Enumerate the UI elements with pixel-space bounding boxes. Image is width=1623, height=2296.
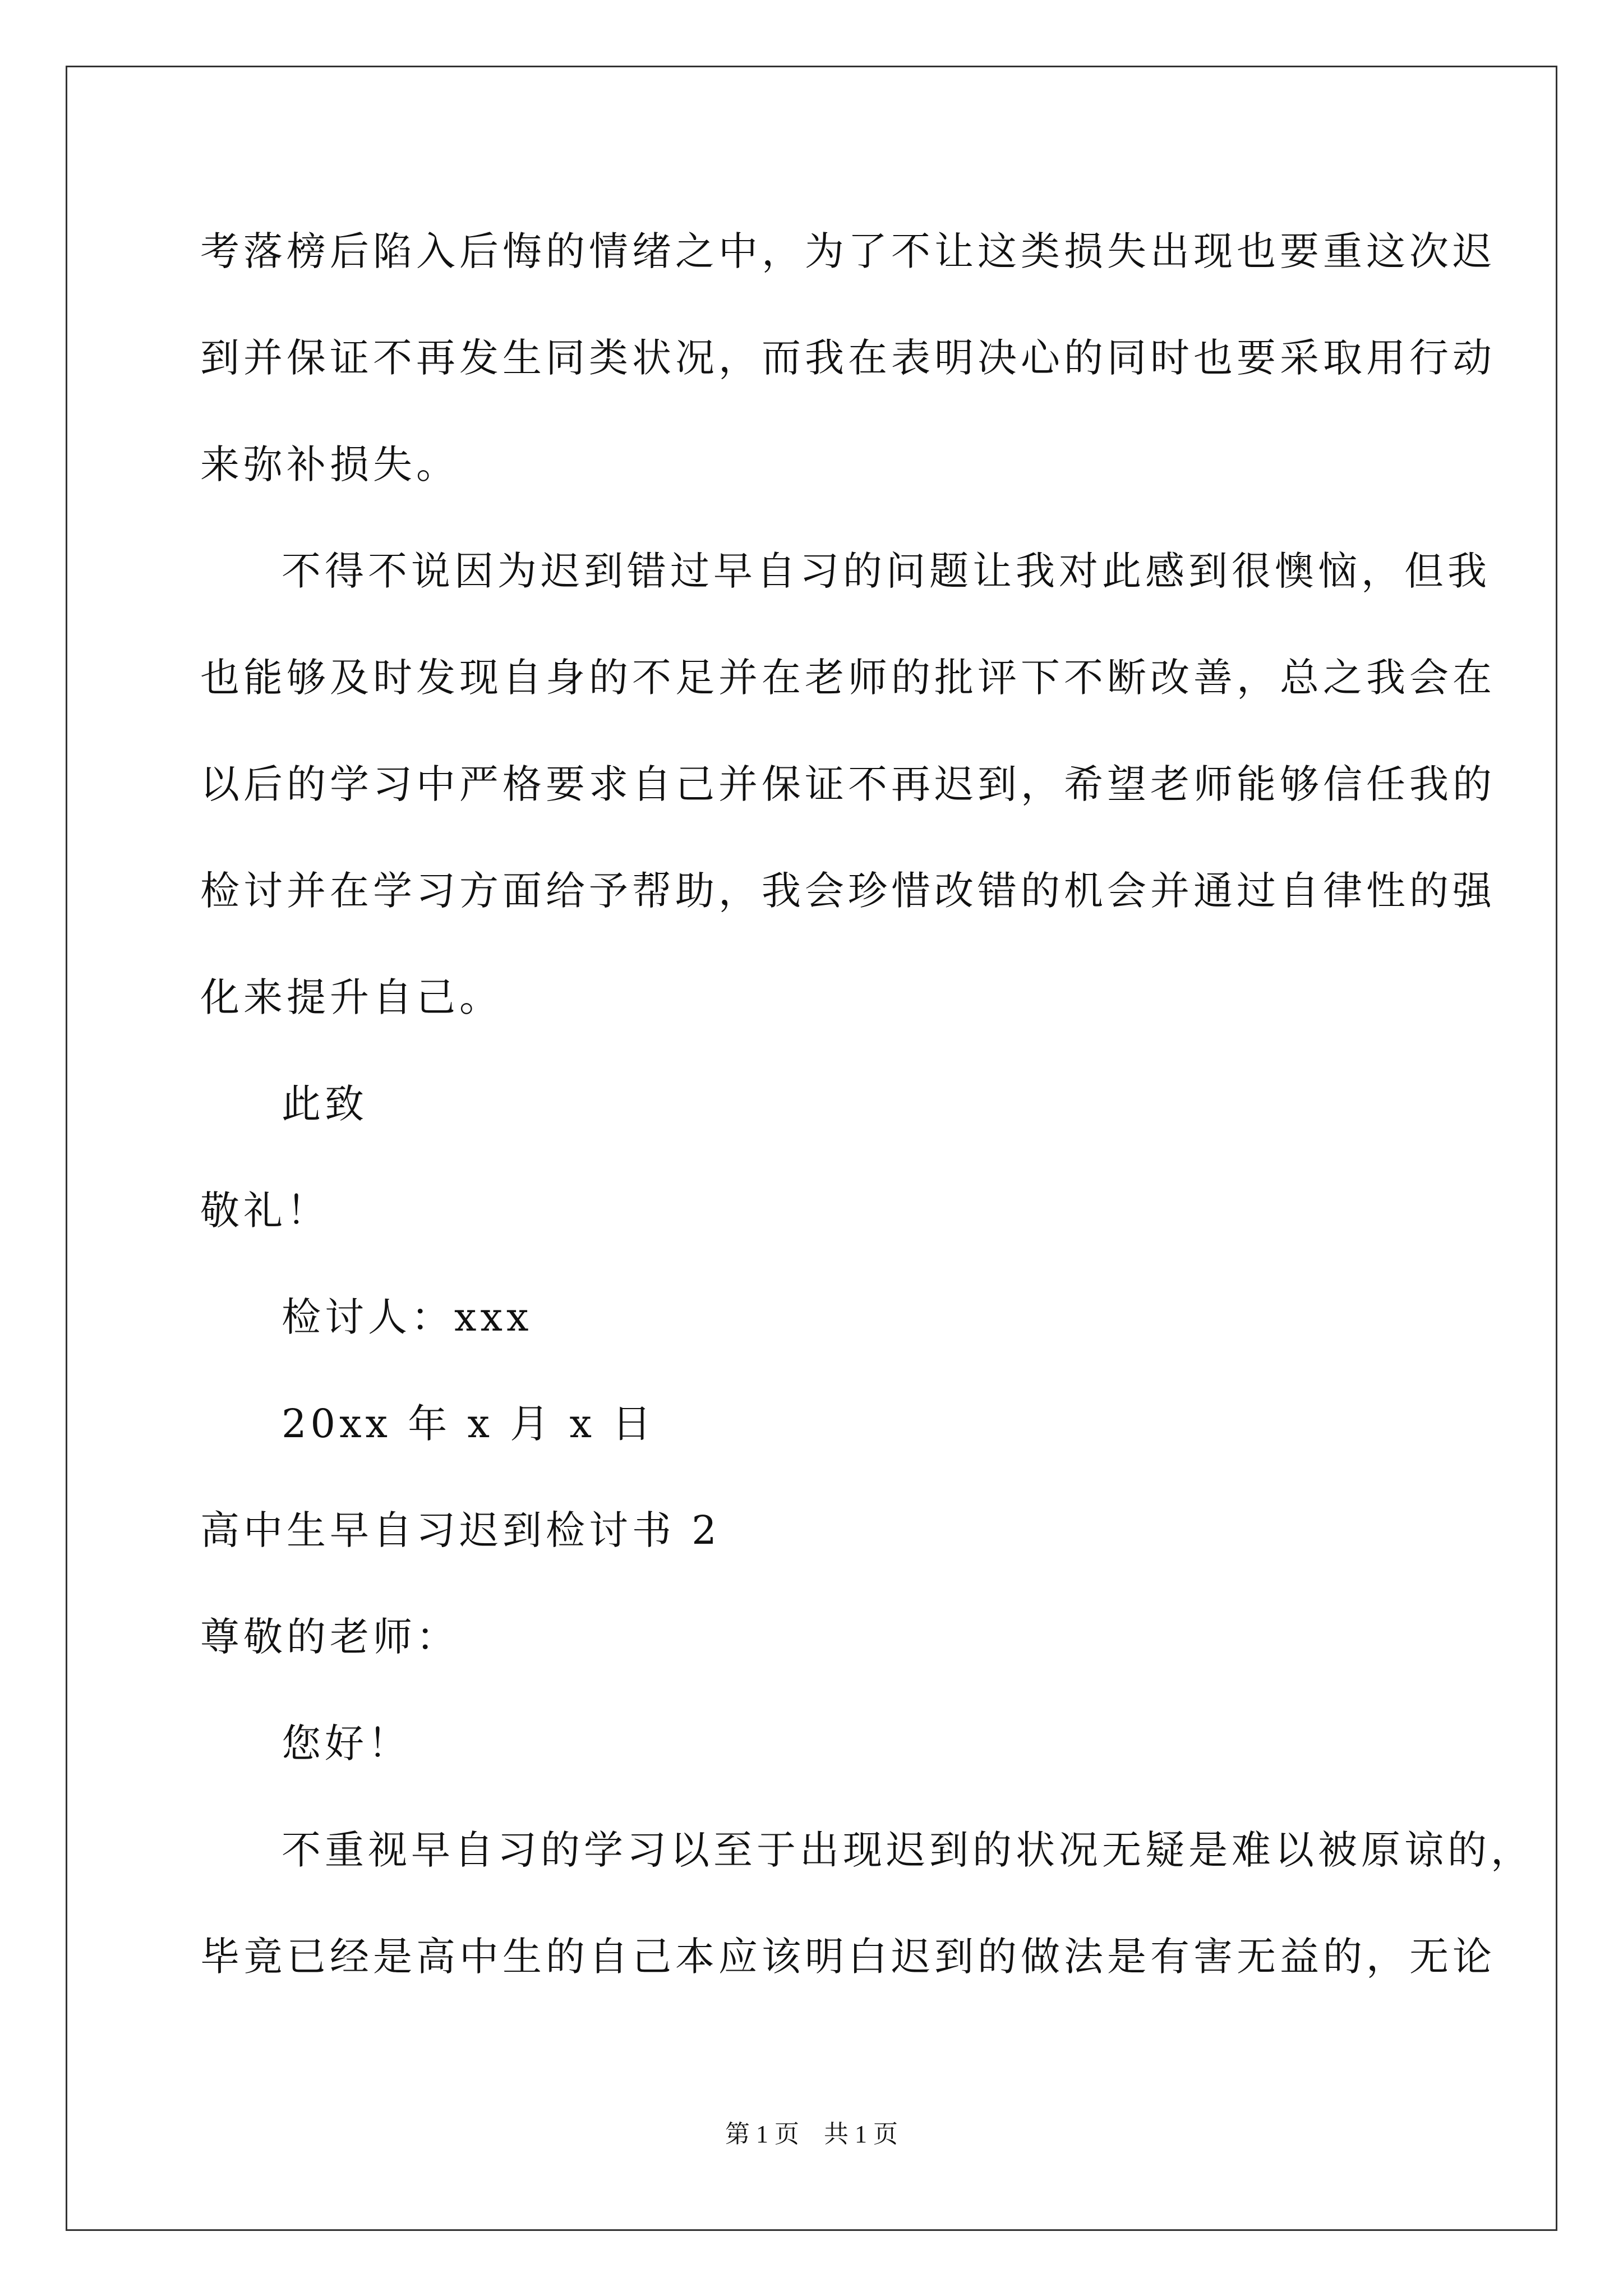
page-footer: 第 1 页 共 1 页 (725, 2120, 898, 2148)
date-line: 20xx 年 x 月 x 日 (282, 1401, 656, 1447)
paragraph-line: 毕竟已经是高中生的自己本应该明白迟到的做法是有害无益的，无论 (200, 1934, 1496, 1980)
page-border (66, 66, 1557, 2231)
paragraph-line: 也能够及时发现自身的不足并在老师的批评下不断改善，总之我会在 (200, 655, 1496, 701)
closing-regards: 敬礼！ (200, 1188, 330, 1234)
paragraph-line: 化来提升自己。 (200, 974, 502, 1020)
paragraph-line: 检讨并在学习方面给予帮助，我会珍惜改错的机会并通过自律性的强 (200, 868, 1496, 914)
paragraph-line: 来弥补损失。 (200, 441, 459, 487)
greeting-line: 尊敬的老师： (200, 1614, 459, 1660)
signature-line: 检讨人：xxx (282, 1294, 533, 1340)
closing-salutation: 此致 (282, 1081, 368, 1127)
paragraph-line: 以后的学习中严格要求自己并保证不再迟到，希望老师能够信任我的 (200, 761, 1496, 807)
section-title: 高中生早自习迟到检讨书 2 (200, 1507, 721, 1553)
greeting-line: 您好！ (282, 1720, 411, 1766)
paragraph-line: 不重视早自习的学习以至于出现迟到的状况无疑是难以被原谅的， (282, 1827, 1534, 1873)
paragraph-line: 不得不说因为迟到错过早自习的问题让我对此感到很懊恼，但我 (282, 548, 1491, 594)
paragraph-line: 到并保证不再发生同类状况，而我在表明决心的同时也要采取用行动 (200, 335, 1496, 381)
paragraph-line: 考落榜后陷入后悔的情绪之中，为了不让这类损失出现也要重这次迟 (200, 228, 1496, 274)
